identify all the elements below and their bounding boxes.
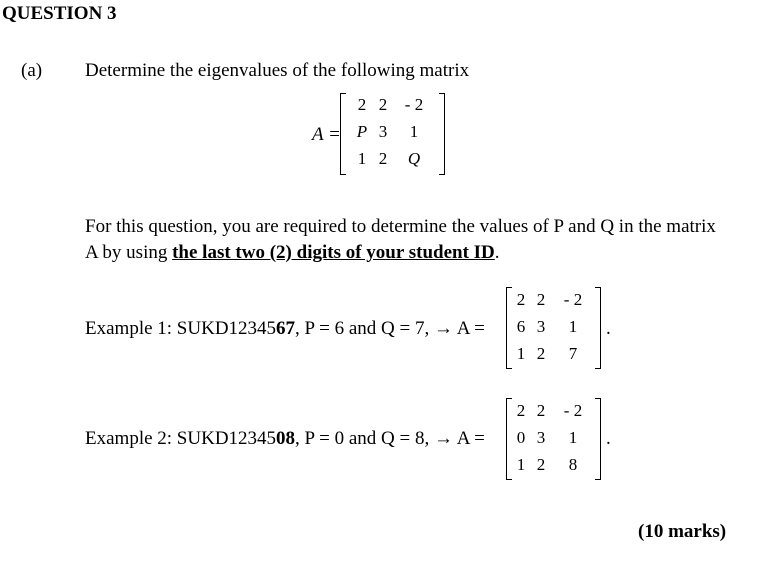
matrix-cell: 0	[516, 428, 526, 447]
matrix-a	[340, 91, 445, 176]
matrix-row	[512, 428, 594, 448]
example-1-digits: 67	[276, 318, 296, 339]
example-2-digits: 08	[276, 428, 296, 449]
part-label: (a)	[21, 60, 43, 81]
example-1-matrix	[506, 285, 601, 371]
matrix-cell: 2	[378, 149, 388, 168]
matrix-cell: 2	[536, 455, 546, 474]
matrix-cell: 2	[536, 290, 546, 309]
matrix-cell: 2	[516, 290, 526, 309]
matrix-cell: - 2	[563, 290, 583, 309]
example-2-middle: , P = 0 and Q = 8, → A =	[295, 428, 485, 449]
matrix-cell: 1	[568, 428, 578, 447]
example-2-period: .	[606, 428, 611, 449]
matrix-right-bracket	[595, 287, 601, 369]
instruction-prefix: A by using	[85, 242, 173, 263]
matrix-cell: - 2	[563, 401, 583, 420]
matrix-cell: 7	[568, 344, 578, 363]
matrix-cell: 2	[378, 95, 388, 114]
matrix-cell: 2	[516, 401, 526, 420]
matrix-cell: 6	[516, 317, 526, 336]
matrix-row	[512, 401, 594, 421]
matrix-cell: 2	[357, 95, 367, 114]
question-intro: Determine the eigenvalues of the following matrix	[85, 60, 470, 81]
instruction-line-2	[85, 242, 500, 264]
matrix-cell: 3	[536, 317, 546, 336]
example-2-text	[85, 428, 485, 450]
matrix-cell: 3	[378, 122, 388, 141]
example-1-text	[85, 318, 485, 340]
matrix-row	[512, 290, 594, 310]
matrix-row	[352, 95, 434, 115]
matrix-cell: 2	[536, 401, 546, 420]
marks-label: (10 marks)	[638, 521, 727, 542]
matrix-a-label: A =	[312, 124, 341, 145]
matrix-left-bracket	[340, 93, 346, 175]
matrix-cell: 3	[536, 428, 546, 447]
matrix-row	[352, 149, 434, 169]
matrix-cell: 1	[357, 149, 367, 168]
matrix-cell: 1	[409, 122, 419, 141]
example-2-prefix: Example 2: SUKD12345	[85, 428, 277, 449]
matrix-cell: P	[356, 122, 368, 141]
matrix-cell: 8	[568, 455, 578, 474]
example-2-matrix	[506, 396, 601, 482]
matrix-cell: 2	[536, 344, 546, 363]
matrix-right-bracket	[439, 93, 445, 175]
example-1-period: .	[606, 318, 611, 339]
matrix-cell: Q	[407, 149, 421, 168]
matrix-cell: - 2	[404, 95, 424, 114]
instruction-suffix: .	[494, 242, 500, 263]
matrix-row	[512, 317, 594, 337]
matrix-cell: 1	[568, 317, 578, 336]
matrix-row	[352, 122, 434, 142]
matrix-row	[512, 344, 594, 364]
matrix-right-bracket	[595, 398, 601, 480]
matrix-row	[512, 455, 594, 475]
instruction-line-1: For this question, you are required to determine the values of P and Q in the matrix	[85, 216, 716, 237]
example-1-middle: , P = 6 and Q = 7, → A =	[295, 318, 485, 339]
matrix-cell: 1	[516, 344, 526, 363]
matrix-cell: 1	[516, 455, 526, 474]
instruction-emphasis: the last two (2) digits of your student ID	[172, 242, 495, 263]
question-title: QUESTION 3	[2, 3, 117, 24]
example-1-prefix: Example 1: SUKD12345	[85, 318, 277, 339]
